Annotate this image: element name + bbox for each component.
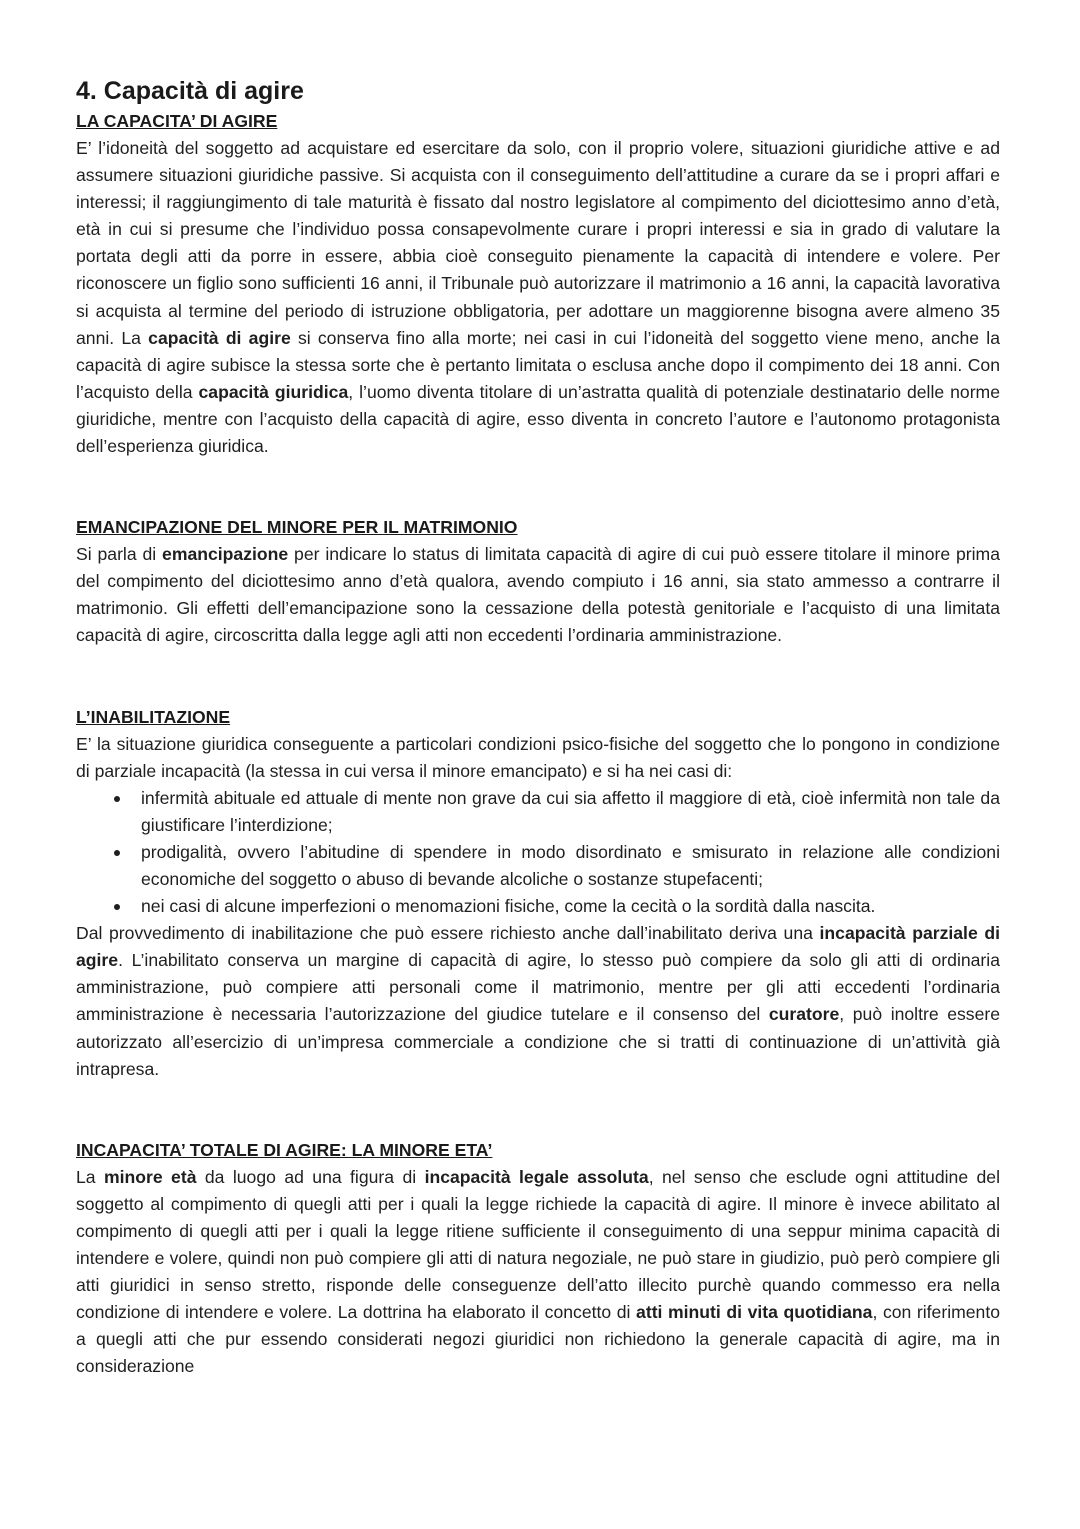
page-title: 4. Capacità di agire bbox=[76, 77, 304, 105]
document-page bbox=[76, 74, 1000, 1380]
bullet-list bbox=[76, 785, 1000, 920]
section-paragraph: Dal provvedimento di inabilitazione che può essere richiesto anche dall’inabilitato deriva una incapacità parziale di agire. L’inabilitato conserva un margine di capacità di agire, lo stesso può compiere da solo gli atti di ordinaria amministrazione, può compiere atti personali come il matrimonio, mentre per gli atti eccedenti l’ordinaria amministrazione è necessaria l’autorizzazione del giudice tutelare e il consenso del curatore, può inoltre essere autorizzato all’esercizio di un’impresa commerciale a condizione che si tratti di continuazione di un’attività già intrapresa. bbox=[76, 923, 1000, 1079]
section-paragraph: E’ l’idoneità del soggetto ad acquistare ed esercitare da solo, con il proprio volere, situazioni giuridiche attive e ad assumere situazioni giuridiche passive. Si acquista con il conseguimento dell’attitudine a curare da se i propri affari e interessi; il raggiungimento di tale maturità è fissato dal nostro legislatore al compimento del diciottesimo anno d’età, età in cui si presume che l’individuo possa consapevolmente curare i propri interessi e sia in grado di valutare la portata degli atti da porre in essere, abbia cioè conseguito pienamente la capacità di intendere e volere. Per riconoscere un figlio sono sufficienti 16 anni, il Tribunale può autorizzare il matrimonio a 16 anni, la capacità lavorativa si acquista al termine del periodo di istruzione obbligatoria, per adottare un maggiorenne bisogna avere almeno 35 anni. La capacità di agire si conserva fino alla morte; nei casi in cui l’idoneità del soggetto viene meno, anche la capacità di agire subisce la stessa sorte che è pertanto limitata o esclusa anche dopo il compimento dei 18 anni. Con l’acquisto della capacità giuridica, l’uomo diventa titolare di un’astratta qualità di potenziale destinatario delle norme giuridiche, mentre con l’acquisto della capacità di agire, esso diventa in concreto l’autore e l’autonomo protagonista dell’esperienza giuridica. bbox=[76, 138, 1000, 457]
section-heading: INCAPACITA’ TOTALE DI AGIRE: LA MINORE ETA’ bbox=[76, 1139, 493, 1160]
section-inabilitazione bbox=[76, 704, 1000, 1083]
section-heading: LA CAPACITA’ DI AGIRE bbox=[76, 111, 278, 131]
section-minore-eta bbox=[76, 1137, 1000, 1381]
section-intro: E’ la situazione giuridica conseguente a particolari condizioni psico-fisiche del soggetto che lo pongono in condizione di parziale incapacità (la stessa in cui versa il minore emancipato) e si ha nei casi di: bbox=[76, 733, 1000, 781]
section-heading: EMANCIPAZIONE DEL MINORE PER IL MATRIMONIO bbox=[76, 517, 518, 538]
list-item: infermità abituale ed attuale di mente non grave da cui sia affetto il maggiore di età, cioè infermità non tale da giustificare l’interdizione; bbox=[141, 785, 1000, 839]
section-capacita-di-agire bbox=[76, 108, 1000, 460]
section-emancipazione bbox=[76, 514, 1000, 649]
section-paragraph: La minore età da luogo ad una figura di incapacità legale assoluta, nel senso che esclude ogni attitudine del soggetto al compimento di quegli atti per i quali la legge richiede la capacità di agire. Il minore è invece abilitato al compimento di quegli atti per i quali la legge ritiene sufficiente il conseguimento di una seppur minima capacità di intendere e volere, quindi non può compiere gli atti di natura negoziale, ne può stare in giudizio, può però compiere gli atti giuridici in senso stretto, risponde delle conseguenze dell’atto illecito purchè quando commesso era nella condizione di intendere e volere. La dottrina ha elaborato il concetto di atti minuti di vita quotidiana, con riferimento a quegli atti che pur essendo considerati negozi giuridici non richiedono la generale capacità di agire, ma in considerazione bbox=[76, 1166, 1001, 1377]
section-heading: L’INABILITAZIONE bbox=[76, 706, 231, 727]
list-item: nei casi di alcune imperfezioni o menomazioni fisiche, come la cecità o la sordità dalla nascita. bbox=[141, 893, 1000, 920]
section-paragraph: Si parla di emancipazione per indicare lo status di limitata capacità di agire di cui può essere titolare il minore prima del compimento del diciottesimo anno d’età qualora, avendo compiuto i 16 anni, sia stato ammesso a contrarre il matrimonio. Gli effetti dell’emancipazione sono la cessazione della potestà genitoriale e l’acquisto di una limitata capacità di agire, circoscritta dalla legge agli atti non eccedenti l’ordinaria amministrazione. bbox=[76, 544, 1001, 646]
list-item: prodigalità, ovvero l’abitudine di spendere in modo disordinato e smisurato in relazione alle condizioni economiche del soggetto o abuso di bevande alcoliche o sostanze stupefacenti; bbox=[141, 839, 1000, 893]
